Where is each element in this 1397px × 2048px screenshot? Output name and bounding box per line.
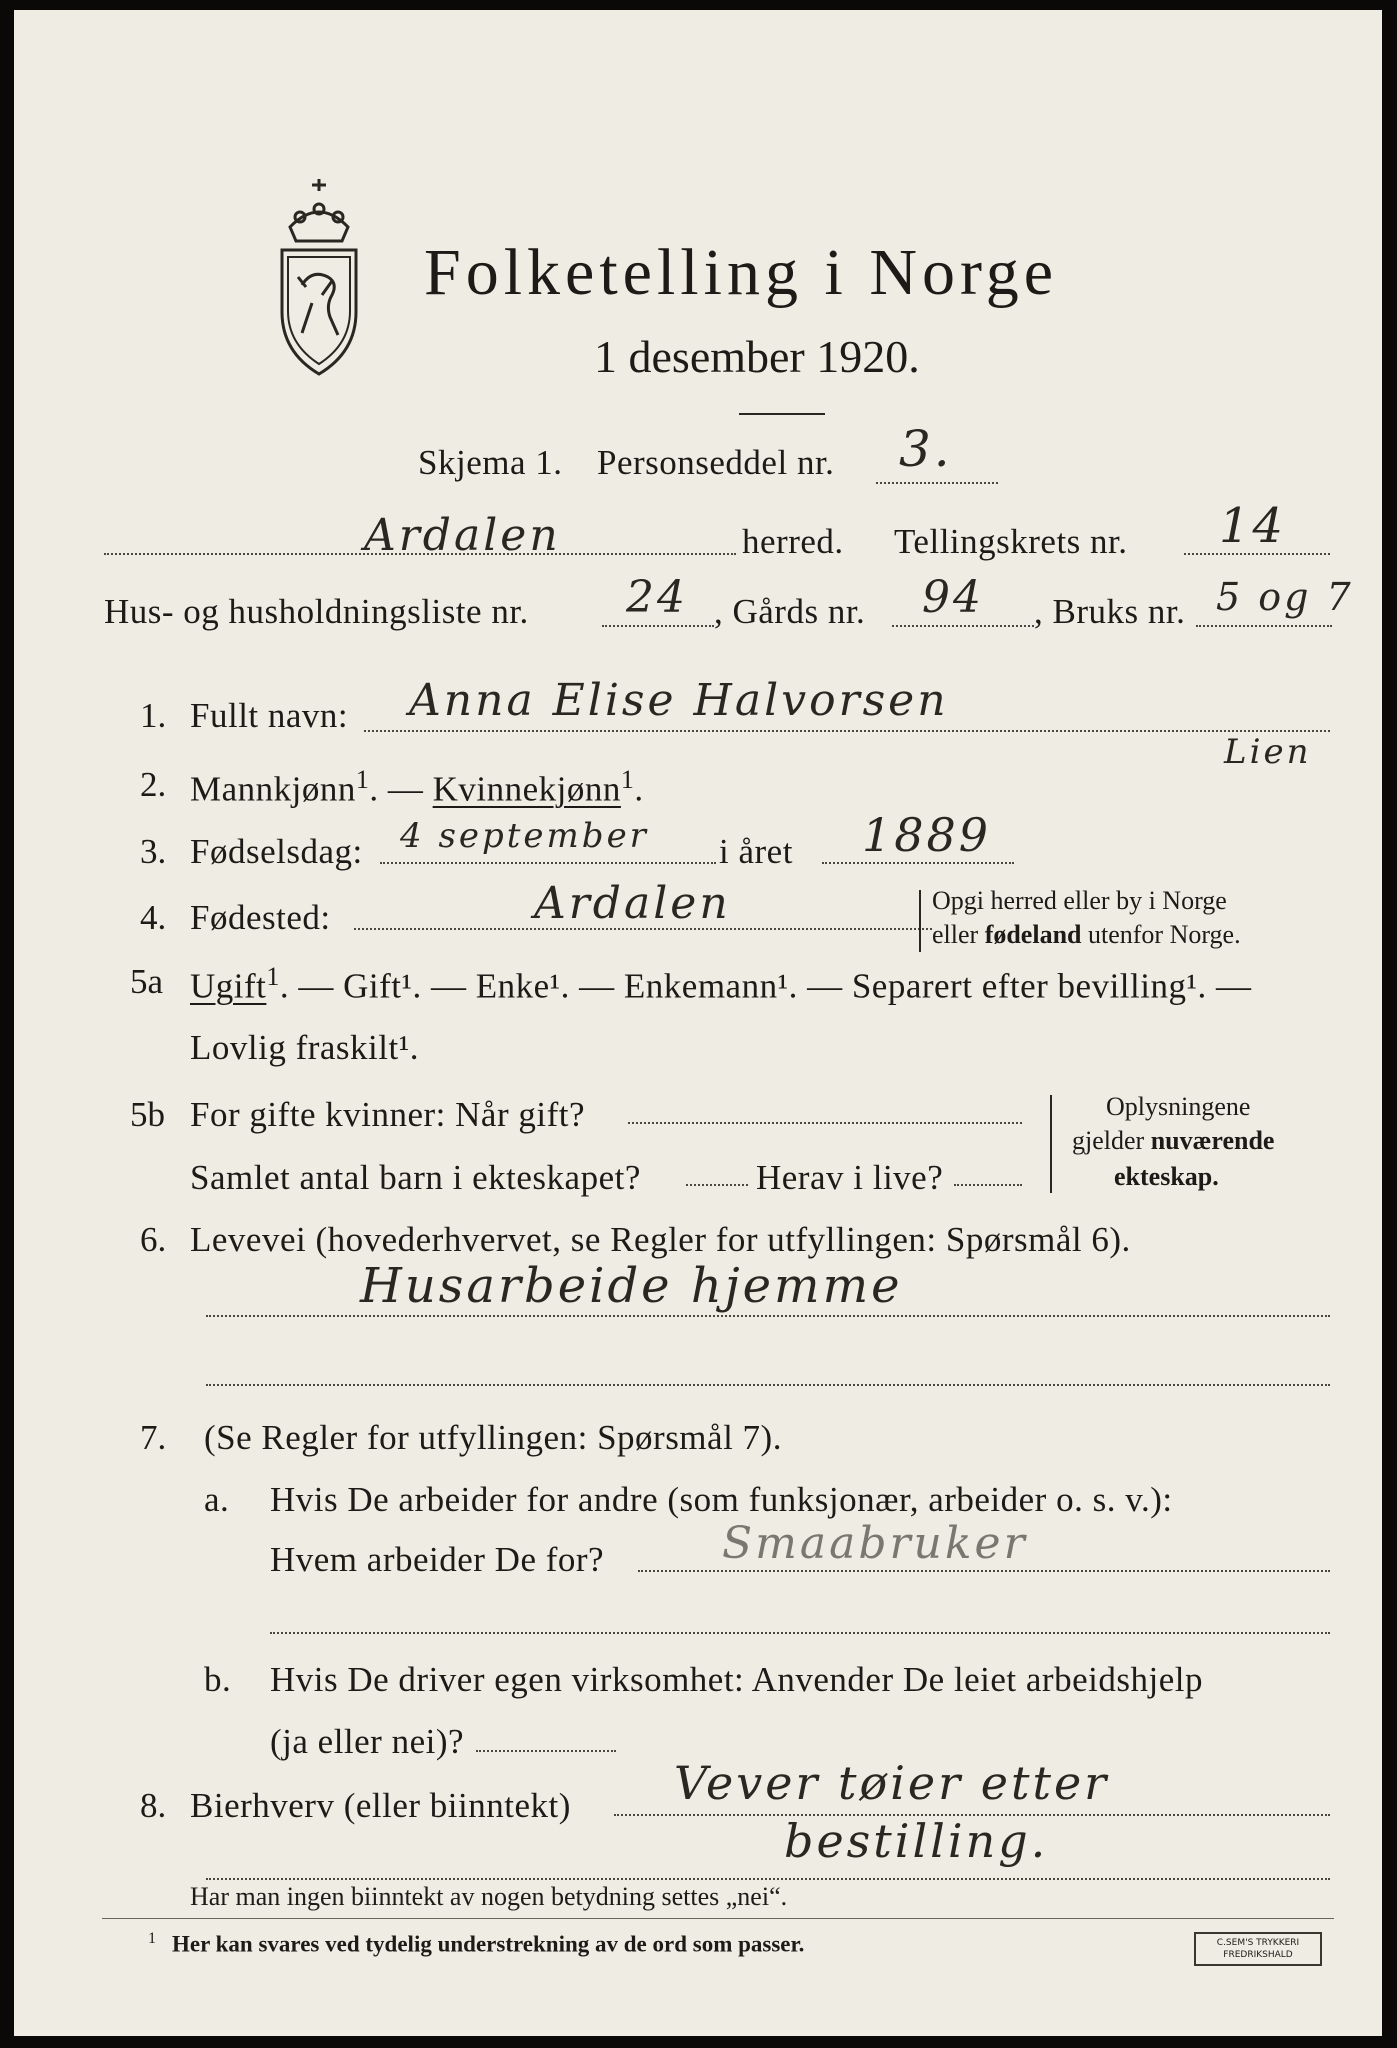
census-form-sheet bbox=[14, 10, 1382, 2036]
q5a-ugift: Ugift bbox=[190, 966, 267, 1006]
q5a-line2: Lovlig fraskilt¹. bbox=[190, 1028, 419, 1067]
form-date: 1 desember 1920. bbox=[594, 331, 920, 382]
q5b-gift-dots bbox=[628, 1122, 1022, 1124]
herred-dots bbox=[104, 553, 736, 555]
q2-sep: . — bbox=[369, 769, 433, 809]
q2-number: 2. bbox=[140, 765, 167, 804]
q2-male: Mannkjønn bbox=[190, 769, 356, 809]
gards-label: , Gårds nr. bbox=[714, 592, 866, 631]
q5b-note-bracket bbox=[1050, 1095, 1052, 1193]
q7a-line2: Hvem arbeider De for? bbox=[270, 1540, 605, 1579]
q8-dots-2 bbox=[206, 1878, 1330, 1880]
husliste-label: Hus- og husholdningsliste nr. bbox=[104, 592, 529, 631]
q7a-value: Smaabruker bbox=[722, 1518, 1028, 1569]
gards-value: 94 bbox=[922, 572, 984, 623]
q5b-note1: Oplysningene bbox=[1106, 1092, 1251, 1121]
q7-number: 7. bbox=[140, 1418, 167, 1457]
q6-value: Husarbeide hjemme bbox=[360, 1258, 903, 1314]
q4-dots bbox=[354, 928, 932, 930]
printer-mark: C.SEM'S TRYKKERI FREDRIKSHALD bbox=[1194, 1932, 1322, 1966]
husliste-value: 24 bbox=[626, 572, 688, 623]
footnote: $^1$ Her kan svares ved tydelig understrekning av de ord som passer. bbox=[148, 1930, 805, 1957]
q7b-line2: (ja eller nei)? bbox=[270, 1722, 465, 1761]
herred-label: herred. bbox=[742, 522, 844, 561]
q7b-line1: Hvis De driver egen virksomhet: Anvender De leiet arbeidshjelp bbox=[270, 1660, 1203, 1699]
husliste-dots bbox=[602, 625, 714, 627]
q8-value-line2: bestilling. bbox=[784, 1814, 1049, 1868]
tellingskrets-label: Tellingskrets nr. bbox=[894, 522, 1128, 561]
q7-label: (Se Regler for utfyllingen: Spørsmål 7). bbox=[204, 1418, 782, 1457]
q4-note-line2: eller fødeland utenfor Norge. bbox=[932, 920, 1241, 949]
q7b-letter: b. bbox=[204, 1660, 232, 1699]
q5b-live-dots bbox=[954, 1184, 1022, 1186]
q3-dots bbox=[380, 862, 716, 864]
q3-value: 4 september bbox=[400, 816, 649, 856]
q7a-dots-1 bbox=[638, 1570, 1330, 1572]
q6-dots-1 bbox=[206, 1315, 1330, 1317]
q4-label: Fødested: bbox=[190, 898, 331, 937]
q4-note-line1: Opgi herred eller by i Norge bbox=[932, 886, 1227, 915]
q8-value: Vever tøier etter bbox=[674, 1756, 1110, 1810]
q4-value: Ardalen bbox=[534, 878, 731, 929]
q2-female: Kvinnekjønn bbox=[432, 769, 621, 809]
q5b-note2: gjelder nuværende bbox=[1072, 1126, 1275, 1155]
tellingskrets-dots bbox=[1184, 553, 1330, 555]
q7b-dots bbox=[476, 1750, 616, 1752]
q1-value-line2: Lien bbox=[1224, 732, 1312, 772]
q3-year-value: 1889 bbox=[862, 808, 992, 862]
q5b-barn-dots bbox=[686, 1184, 748, 1186]
personseddel-label: Personseddel nr. bbox=[597, 443, 835, 482]
q6-number: 6. bbox=[140, 1220, 167, 1259]
herred-value: Ardalen bbox=[364, 510, 561, 561]
q5a-options: Ugift$^1$. — Gift¹. — Enke¹. — Enkemann¹. — Separert efter bevilling¹. — bbox=[190, 962, 1252, 1006]
q3-year-label: i året bbox=[719, 832, 793, 871]
q8-number: 8. bbox=[140, 1786, 167, 1825]
bruks-value: 5 og 7 bbox=[1216, 575, 1354, 619]
skjema-label: Skjema 1. bbox=[418, 443, 563, 482]
coat-of-arms-emblem bbox=[260, 175, 378, 385]
q2-text: Mannkjønn$^1$. — Kvinnekjønn$^1$. bbox=[190, 765, 644, 809]
gards-dots bbox=[892, 625, 1034, 627]
q7a-line1: Hvis De arbeider for andre (som funksjonær, arbeider o. s. v.): bbox=[270, 1480, 1173, 1519]
q1-value: Anna Elise Halvorsen bbox=[409, 675, 949, 726]
q5b-line2-a: Samlet antal barn i ekteskapet? bbox=[190, 1158, 641, 1197]
personseddel-value: 3. bbox=[899, 420, 953, 478]
q1-number: 1. bbox=[140, 696, 167, 735]
q4-note-bracket bbox=[919, 890, 921, 952]
q6-dots-2 bbox=[206, 1384, 1330, 1386]
form-title: Folketelling i Norge bbox=[424, 236, 1059, 309]
q7a-letter: a. bbox=[204, 1480, 230, 1519]
bruks-label: , Bruks nr. bbox=[1034, 592, 1186, 631]
q3-number: 3. bbox=[140, 832, 167, 871]
q8-label: Bierhverv (eller biinntekt) bbox=[190, 1786, 571, 1825]
q4-number: 4. bbox=[140, 898, 167, 937]
q3-year-dots bbox=[822, 862, 1014, 864]
q7a-dots-2 bbox=[270, 1632, 1330, 1634]
q5b-number: 5b bbox=[130, 1095, 165, 1134]
tellingskrets-value: 14 bbox=[1219, 498, 1287, 554]
q6-label: Levevei (hovederhvervet, se Regler for utfyllingen: Spørsmål 6). bbox=[190, 1220, 1131, 1259]
q5b-note3: ekteskap. bbox=[1114, 1162, 1219, 1191]
q5b-line2-b: Herav i live? bbox=[756, 1158, 944, 1197]
title-divider bbox=[739, 413, 825, 415]
q5b-line1: For gifte kvinner: Når gift? bbox=[190, 1095, 586, 1134]
bruks-dots bbox=[1196, 625, 1332, 627]
q3-label: Fødselsdag: bbox=[190, 832, 363, 871]
footer-divider bbox=[102, 1918, 1334, 1919]
q1-label: Fullt navn: bbox=[190, 696, 349, 735]
q5a-number: 5a bbox=[130, 962, 164, 1001]
footer-note: Har man ingen biinntekt av nogen betydning settes „nei“. bbox=[190, 1882, 788, 1911]
q1-dots bbox=[364, 730, 1330, 732]
personseddel-dots bbox=[876, 482, 998, 484]
